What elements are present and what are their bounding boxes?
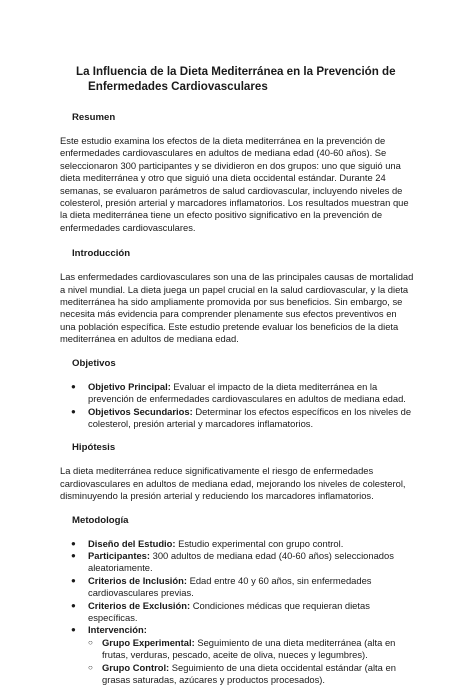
introduccion-paragraph: Las enfermedades cardiovasculares son una de las principales causas de mortalidad a nivel mundial. La dieta juega un papel crucial en la salud cardiovascular, y la dieta mediterránea ha sido ampliamente promovida por sus beneficios. Sin embargo, se necesita más evidencia para comprender plenamente sus efectos preventivos en una población específica. Este estudio pretende evaluar los beneficios de la dieta mediterránea en adultos de mediana edad. bbox=[60, 271, 414, 345]
item-text: Determinar los efectos específicos en los niveles de colesterol, presión arterial y marcadores inflamatorios. bbox=[88, 405, 412, 429]
introduccion-heading: Introducción bbox=[72, 248, 131, 260]
item-text: Estudio experimental con grupo control. bbox=[175, 537, 344, 549]
item-text: Evaluar el impacto de la dieta mediterránea en la prevención de enfermedades cardiovasculares en adultos de mediana edad. bbox=[88, 380, 406, 405]
document-title bbox=[60, 64, 414, 94]
item-label: Criterios de Exclusión: bbox=[88, 599, 191, 611]
item-label: Intervención: bbox=[88, 624, 147, 636]
item-text: Condiciones médicas que requieran dietas específicas. bbox=[88, 599, 370, 623]
hipotesis-paragraph: La dieta mediterránea reduce significativamente el riesgo de enfermedades cardiovasculares en adultos de mediana edad, mejorando los niveles de colesterol, disminuyendo la presión arterial y reduciendo los marcadores inflamatorios. bbox=[60, 465, 406, 502]
objetivos-list bbox=[60, 381, 414, 431]
item-text: Seguimiento de una dieta occidental estándar (alta en grasas saturadas, azúcares y productos procesados). bbox=[102, 661, 396, 685]
item-label: Participantes: bbox=[88, 549, 150, 561]
item-label: Grupo Control: bbox=[102, 661, 170, 673]
list-item bbox=[60, 575, 414, 600]
list-item bbox=[60, 600, 414, 625]
item-label: Objetivos Secundarios: bbox=[88, 405, 193, 417]
title-line-1: La Influencia de la Dieta Mediterránea en la Prevención de bbox=[76, 65, 396, 78]
sub-list-item bbox=[60, 637, 414, 662]
item-text: 300 adultos de mediana edad (40-60 años) seleccionados aleatoriamente. bbox=[88, 549, 394, 574]
item-label: Grupo Experimental: bbox=[102, 636, 195, 648]
item-label: Diseño del Estudio: bbox=[88, 537, 176, 549]
resumen-heading: Resumen bbox=[72, 112, 116, 123]
item-text: Seguimiento de una dieta mediterránea (alta en frutas, verduras, pescado, aceite de oliva, nueces y legumbres). bbox=[102, 636, 396, 661]
list-item bbox=[60, 538, 414, 550]
list-item bbox=[60, 381, 414, 406]
title-line-2: Enfermedades Cardiovasculares bbox=[88, 80, 268, 93]
item-text: Edad entre 40 y 60 años, sin enfermedades cardiovasculares previas. bbox=[88, 574, 372, 599]
list-item bbox=[60, 550, 414, 575]
list-item bbox=[60, 406, 414, 431]
resumen-paragraph: Este estudio examina los efectos de la dieta mediterránea en la prevención de enfermedades cardiovasculares en adultos de mediana edad (40-60 años). Se seleccionaron 300 participantes y se dividieron en dos grupos: uno que siguió una dieta mediterránea y otro que siguió una dieta occidental estándar. Durante 24 semanas, se evaluaron parámetros de salud cardiovascular, incluyendo niveles de colesterol, presión arterial y marcadores inflamatorios. Los resultados muestran que la dieta mediterránea tiene un efecto positivo significativo en la prevención de enfermedades cardiovasculares. bbox=[60, 135, 409, 233]
hipotesis-heading: Hipótesis bbox=[72, 442, 116, 454]
item-label: Objetivo Principal: bbox=[88, 380, 171, 392]
item-label: Criterios de Inclusión: bbox=[88, 574, 187, 586]
metodologia-heading: Metodología bbox=[72, 514, 129, 526]
intervencion-sublist bbox=[88, 637, 414, 686]
list-item bbox=[60, 624, 414, 686]
objetivos-heading: Objetivos bbox=[72, 357, 116, 369]
sub-list-item bbox=[60, 662, 414, 686]
metodologia-list bbox=[60, 538, 414, 686]
